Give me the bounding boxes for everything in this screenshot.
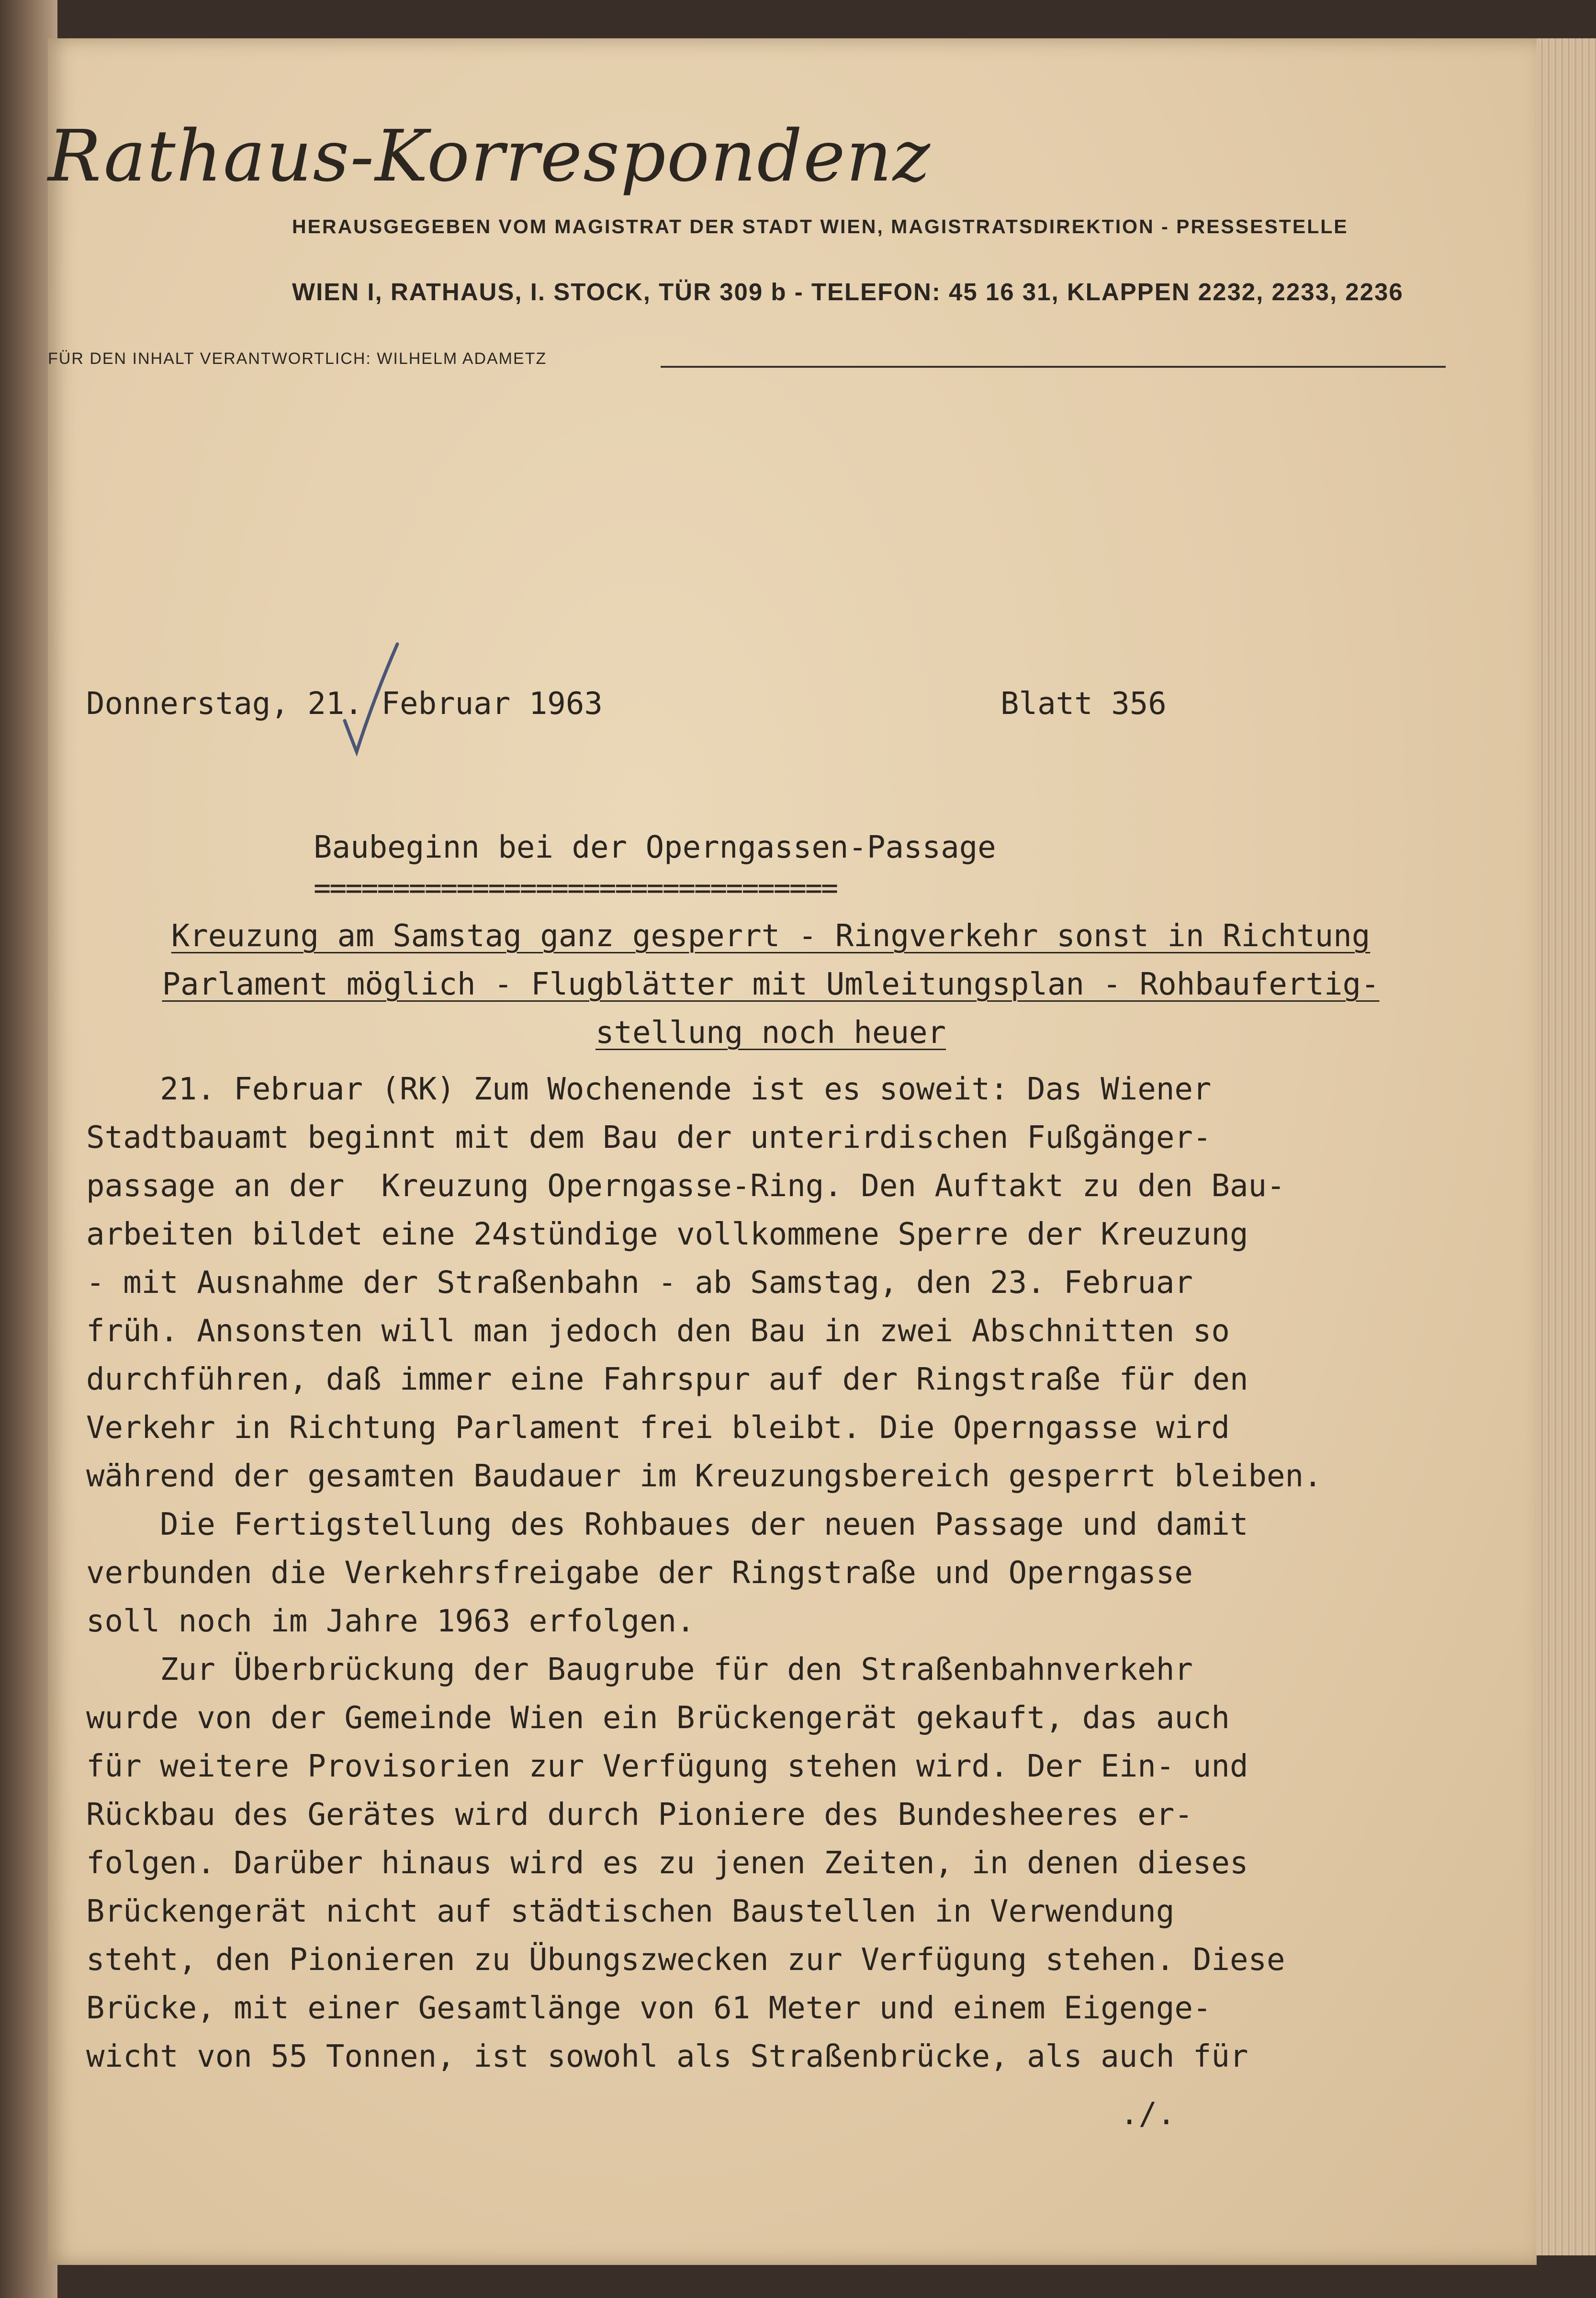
body-line: für weitere Provisorien zur Verfügung stehen wird. Der Ein- und <box>86 1749 1248 1784</box>
body-line: arbeiten bildet eine 24stündige vollkommene Sperre der Kreuzung <box>86 1217 1248 1252</box>
subheadline-line: Parlament möglich - Flugblätter mit Umleitungsplan - Rohbaufertig- <box>162 967 1380 1002</box>
body-line: wurde von der Gemeinde Wien ein Brückengerät gekauft, das auch <box>86 1700 1230 1736</box>
subheadline <box>86 912 1455 1057</box>
body-line: Brücke, mit einer Gesamtlänge von 61 Meter und einem Eigenge- <box>86 1991 1212 2026</box>
body-line: Rückbau des Gerätes wird durch Pioniere des Bundesheeres er- <box>86 1797 1193 1833</box>
publisher-line: HERAUSGEGEBEN VOM MAGISTRAT DER STADT WIEN, MAGISTRATSDIREKTION - PRESSESTELLE <box>292 215 1349 238</box>
continuation-mark: ./. <box>1120 2096 1176 2132</box>
pencil-checkmark <box>316 637 421 761</box>
headline: Baubeginn bei der Operngassen-Passage <box>314 830 996 865</box>
body-line: Die Fertigstellung des Rohbaues der neuen Passage und damit <box>86 1507 1248 1542</box>
masthead-title: Rathaus-Korrespondenz <box>48 115 931 197</box>
sheet-number: Blatt 356 <box>1000 686 1167 722</box>
body-line: Brückengerät nicht auf städtischen Baustellen in Verwendung <box>86 1894 1175 1929</box>
body-line: passage an der Kreuzung Operngasse-Ring. Den Auftakt zu den Bau- <box>86 1168 1285 1204</box>
responsible-line: FÜR DEN INHALT VERANTWORTLICH: WILHELM ADAMETZ <box>48 350 547 368</box>
document-page <box>48 38 1537 2265</box>
subheadline-line: Kreuzung am Samstag ganz gesperrt - Ringverkehr sonst in Richtung <box>171 918 1371 954</box>
body-line: folgen. Darüber hinaus wird es zu jenen Zeiten, in denen dieses <box>86 1845 1248 1881</box>
headline-double-rule: ================================= <box>314 872 837 905</box>
body-line: steht, den Pionieren zu Übungszwecken zur Verfügung stehen. Diese <box>86 1942 1285 1978</box>
body-line: wicht von 55 Tonnen, ist sowohl als Straßenbrücke, als auch für <box>86 2039 1248 2074</box>
body-line: 21. Februar (RK) Zum Wochenende ist es soweit: Das Wiener <box>86 1072 1212 1107</box>
letterhead-rule <box>661 366 1446 368</box>
body-line: soll noch im Jahre 1963 erfolgen. <box>86 1604 695 1639</box>
date-line: Donnerstag, 21. Februar 1963 <box>86 686 603 722</box>
body-line: früh. Ansonsten will man jedoch den Bau in zwei Abschnitten so <box>86 1313 1230 1349</box>
body-line: Verkehr in Richtung Parlament frei bleibt. Die Operngasse wird <box>86 1410 1230 1446</box>
body-line: durchführen, daß immer eine Fahrspur auf der Ringstraße für den <box>86 1362 1248 1397</box>
article-body <box>86 1065 1322 2081</box>
body-line: Zur Überbrückung der Baugrube für den Straßenbahnverkehr <box>86 1652 1193 1687</box>
body-line: während der gesamten Baudauer im Kreuzungsbereich gesperrt bleiben. <box>86 1459 1322 1494</box>
body-line: Stadtbauamt beginnt mit dem Bau der unterirdischen Fußgänger- <box>86 1120 1212 1155</box>
body-line: - mit Ausnahme der Straßenbahn - ab Samstag, den 23. Februar <box>86 1265 1193 1301</box>
address-line: WIEN I, RATHAUS, I. STOCK, TÜR 309 b - TELEFON: 45 16 31, KLAPPEN 2232, 2233, 2236 <box>292 278 1404 306</box>
body-line: verbunden die Verkehrsfreigabe der Ringstraße und Operngasse <box>86 1555 1193 1591</box>
subheadline-line: stellung noch heuer <box>595 1015 946 1051</box>
